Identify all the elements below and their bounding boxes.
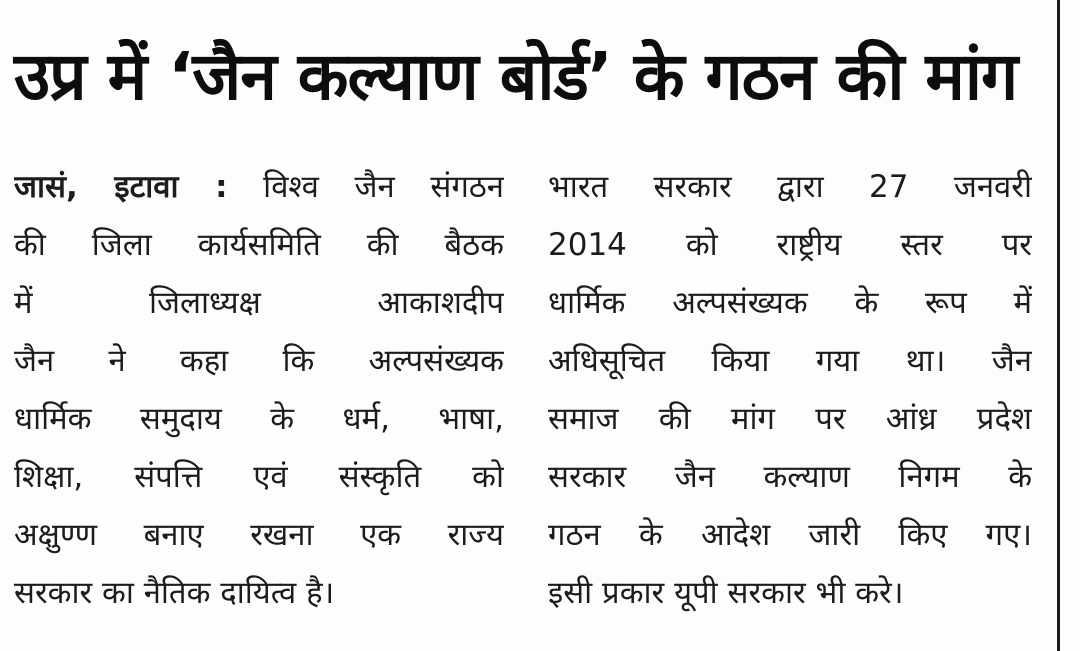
text-line: भारत सरकार द्वारा 27 जनवरी bbox=[548, 169, 1032, 205]
column-rule bbox=[1057, 0, 1060, 651]
text-line: में जिलाध्यक्ष आकाशदीप bbox=[14, 285, 504, 321]
text-line: समाज की मांग पर आंध्र प्रदेश bbox=[548, 401, 1032, 437]
text-line bbox=[14, 158, 504, 216]
text-line: धार्मिक समुदाय के धर्म, भाषा, bbox=[14, 401, 504, 437]
text-line: गठन के आदेश जारी किए गए। bbox=[548, 517, 1032, 553]
text-line: सरकार का नैतिक दायित्व है। bbox=[14, 575, 335, 611]
text-line: सरकार जैन कल्याण निगम के bbox=[548, 459, 1032, 495]
text-line: इसी प्रकार यूपी सरकार भी करे। bbox=[548, 575, 904, 611]
dateline: जासं, इटावा : bbox=[14, 169, 228, 205]
headline: उप्र में ‘जैन कल्याण बोर्ड’ के गठन की मांग bbox=[14, 38, 1018, 115]
text-line-content: विश्व जैन संगठन bbox=[263, 169, 504, 205]
text-line: शिक्षा, संपत्ति एवं संस्कृति को bbox=[14, 459, 504, 495]
text-line: की जिला कार्यसमिति की बैठक bbox=[14, 227, 504, 263]
article-column-left bbox=[14, 158, 504, 622]
text-line: धार्मिक अल्पसंख्यक के रूप में bbox=[548, 285, 1032, 321]
text-line: अधिसूचित किया गया था। जैन bbox=[548, 343, 1032, 379]
article-column-right bbox=[548, 158, 1032, 622]
text-line: 2014 को राष्ट्रीय स्तर पर bbox=[548, 227, 1032, 263]
text-line: जैन ने कहा कि अल्पसंख्यक bbox=[14, 343, 504, 379]
text-line: अक्षुण्ण बनाए रखना एक राज्य bbox=[14, 517, 504, 553]
